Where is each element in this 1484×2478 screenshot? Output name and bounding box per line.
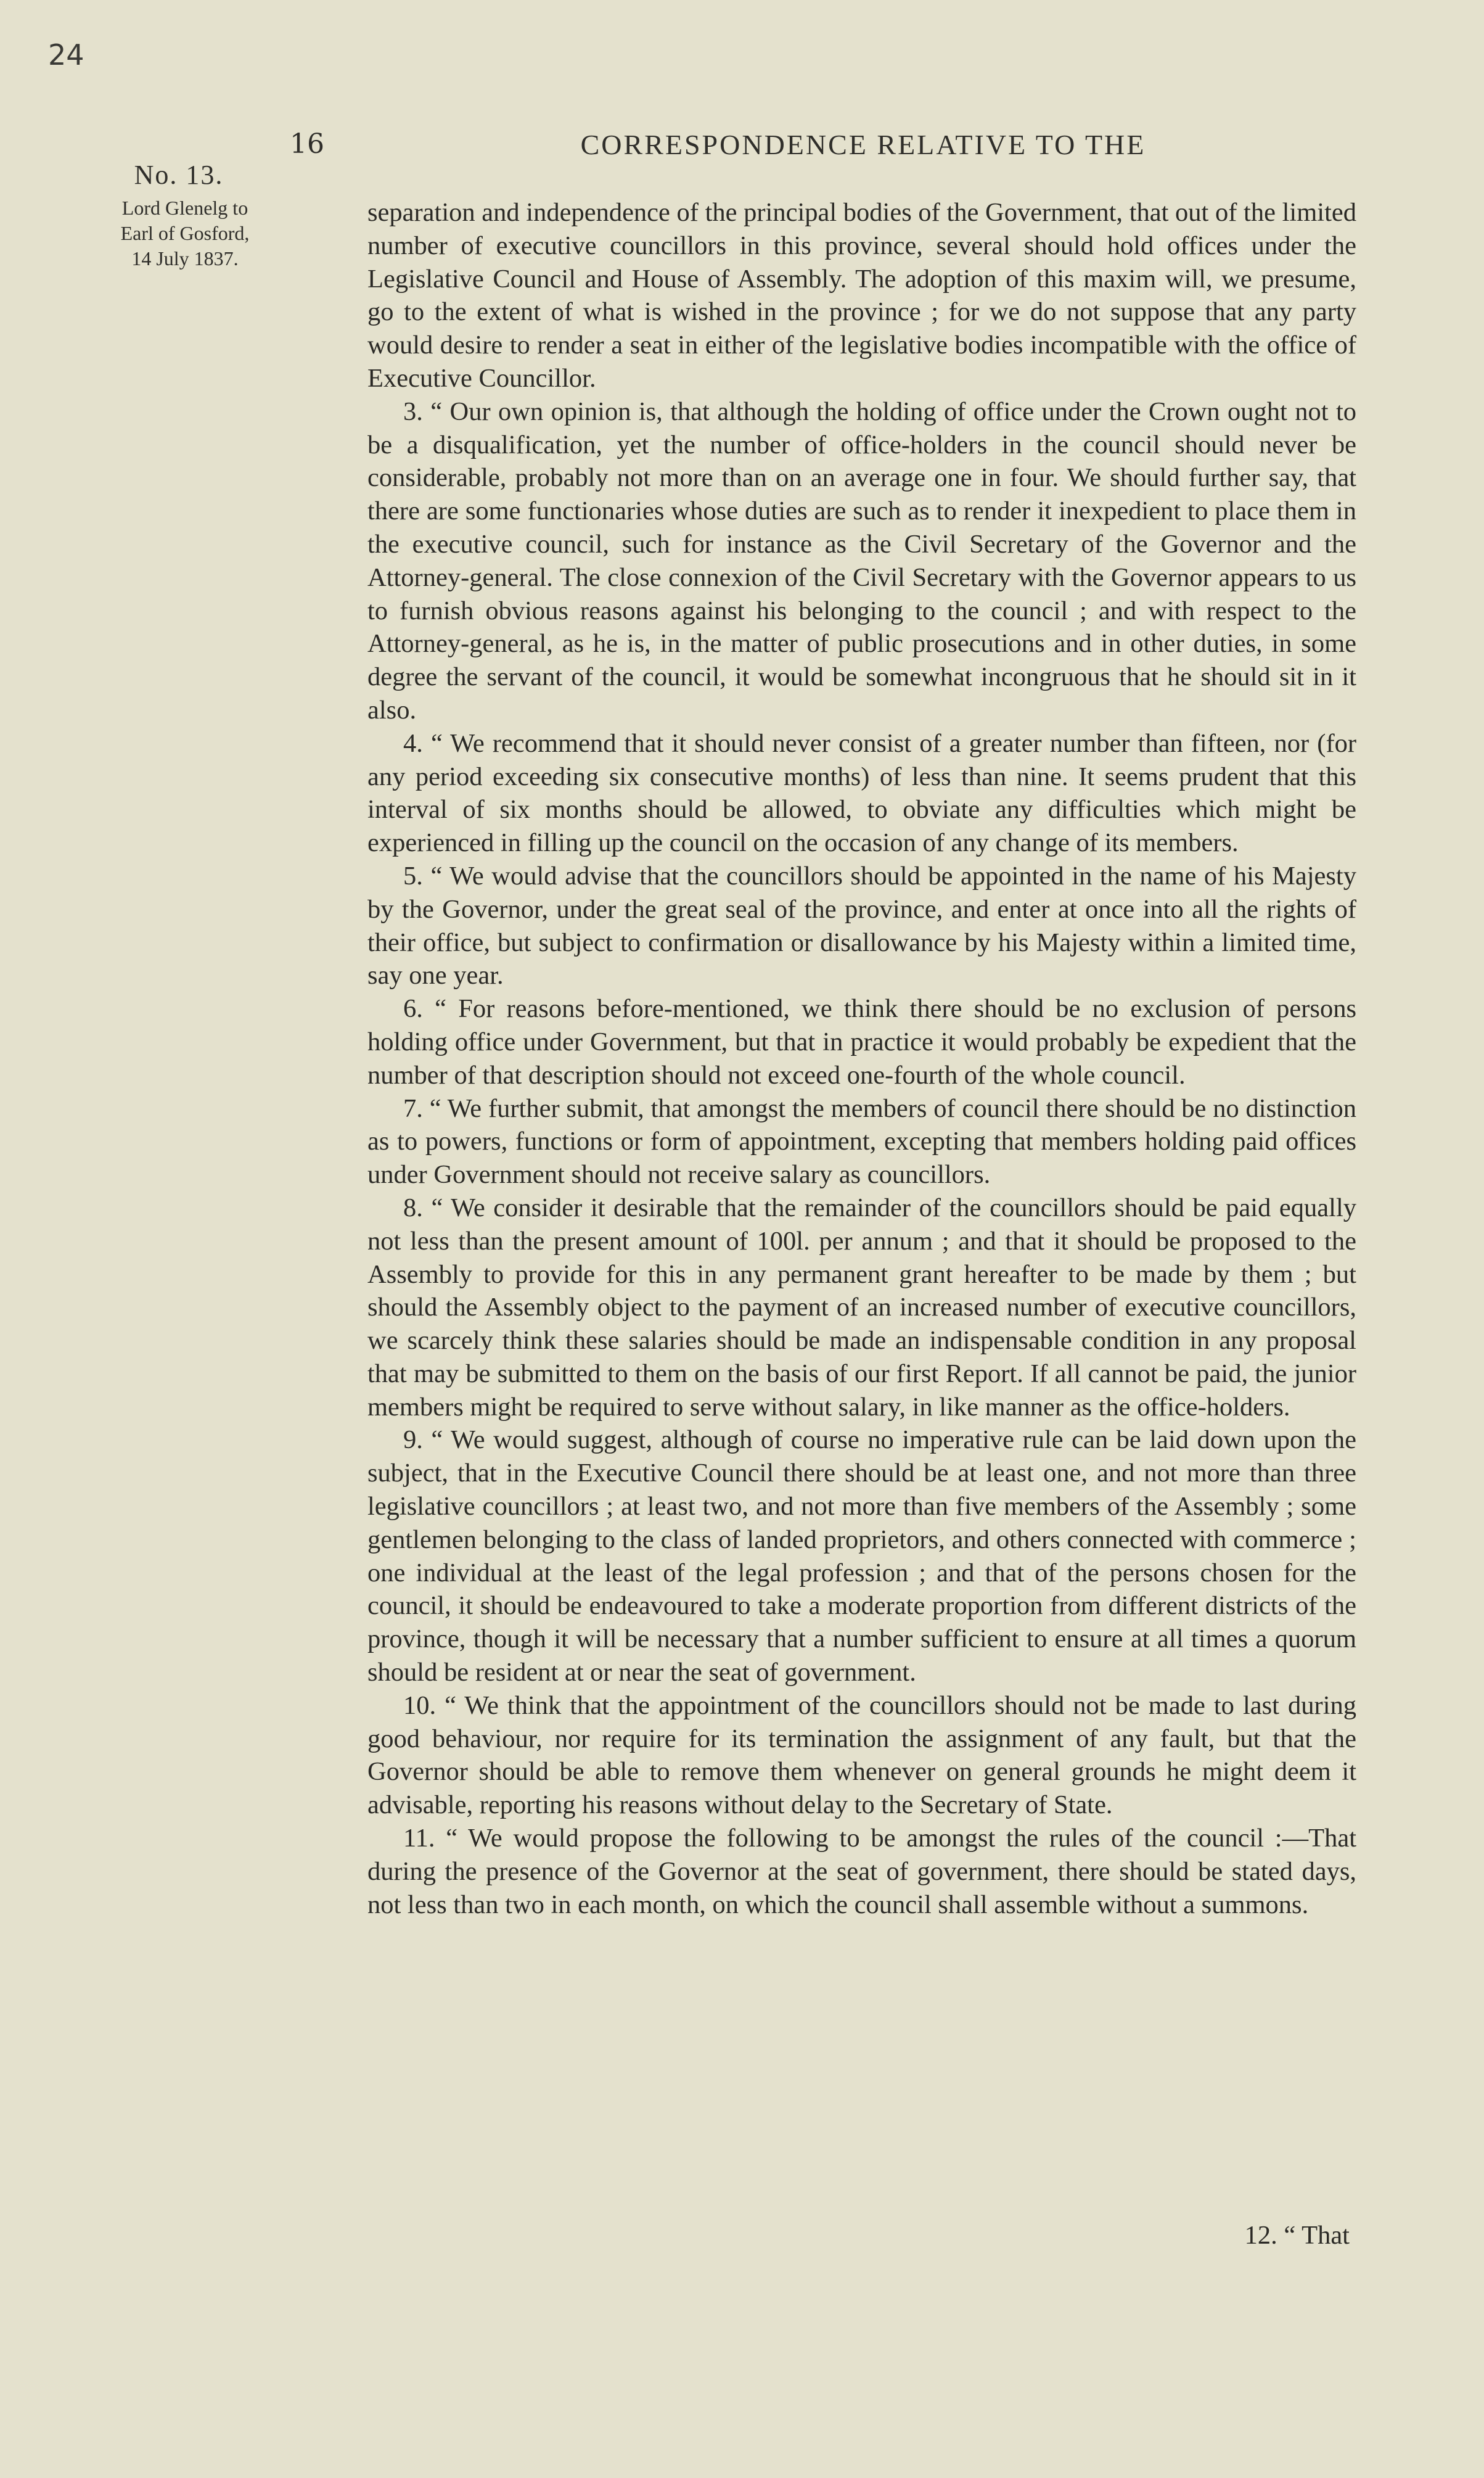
- marginal-note-line: 14 July 1837.: [131, 247, 239, 270]
- paragraph: 9. “ We would suggest, although of course no imperative rule can be laid down upon the subject, that in the Executive Council there should be at least one, and not more than three legislative councillors ; at least two, and not more than five members of the Assembly ; some gentlemen belonging to the class of landed proprietors, and others connected with commerce ; one individual at the least of the legal profession ; and that of the persons chosen for the council, it should be endeavoured to take a moderate proportion from different districts of the province, though it will be necessary that a number sufficient to ensure at all times a quorum should be resident at or near the seat of government.: [367, 1425, 1356, 1687]
- body-text: [367, 196, 1356, 1921]
- paragraph: 4. “ We recommend that it should never consist of a greater number than fifteen, nor (for any period exceeding six consecutive months) of less than nine. It seems prudent that this interval of six months should be allowed, to obviate any difficulties which might be experienced in filling up the council on the occasion of any change of its members.: [367, 728, 1356, 858]
- paragraph: 3. “ Our own opinion is, that although the holding of office under the Crown ought not to be a disqualification, yet the number of office-holders in the council should never be considerable, probably not more than on an average one in four. We should further say, that there are some functionaries whose duties are such as to render it inexpedient to place them in the executive council, such for instance as the Civil Secretary of the Governor and the Attorney-general. The close connexion of the Civil Secretary with the Governor appears to us to furnish obvious reasons against his belonging to the council ; and with respect to the Attorney-general, as he is, in the matter of public prosecutions and in other duties, in some degree the servant of the council, it would be somewhat incongruous that he should sit in it also.: [367, 397, 1356, 725]
- marginal-note-line: Lord Glenelg to: [121, 197, 248, 219]
- catchword: 12. “ That: [1244, 2221, 1350, 2250]
- paragraph: 10. “ We think that the appointment of the councillors should not be made to last during good behaviour, nor require for its termination the assignment of any fault, but that the Governor should be able to remove them whenever on general grounds he might deem it advisable, reporting his reasons without delay to the Secretary of State.: [367, 1690, 1356, 1820]
- scan-page-number: 24: [48, 38, 84, 72]
- printed-page-number: 16: [290, 128, 324, 160]
- paragraph: 11. “ We would propose the following to be amongst the rules of the council :—That during the presence of the Governor at the seat of government, there should be stated days, not less than two in each month, on which the council shall assemble without a summons.: [367, 1824, 1356, 1919]
- paragraph: 7. “ We further submit, that amongst the members of council there should be no distinction as to powers, functions or form of appointment, excepting that members holding paid offices under Government should not receive salary as councillors.: [367, 1093, 1356, 1190]
- paragraph: 8. “ We consider it desirable that the remainder of the councillors should be paid equally not less than the present amount of 100l. per annum ; and that it should be proposed to the Assembly to provide for this in any permanent grant hereafter to be made by them ; but should the Assembly object to the payment of an increased number of executive councillors, we scarcely think these salaries should be made an indispensable condition in any proposal that may be submitted to them on the basis of our first Report. If all cannot be paid, the junior members might be required to serve without salary, in like manner as the office-holders.: [367, 1193, 1356, 1422]
- paragraph: 6. “ For reasons before-mentioned, we think there should be no exclusion of persons holding office under Government, but that in practice it would probably be expedient that the number of that description should not exceed one-fourth of the whole council.: [367, 994, 1356, 1090]
- document-number: No. 13.: [134, 160, 224, 190]
- paragraph: 5. “ We would advise that the councillors should be appointed in the name of his Majesty by the Governor, under the great seal of the province, and enter at once into all the rights of their office, but subject to confirmation or disallowance by his Majesty within a limited time, say one year.: [367, 861, 1356, 990]
- marginal-note: [92, 159, 277, 271]
- running-head: CORRESPONDENCE RELATIVE TO THE: [580, 129, 1146, 160]
- marginal-note-line: Earl of Gosford,: [120, 222, 250, 244]
- paragraph-continuation: separation and independence of the principal bodies of the Government, that out of the limited number of executive councillors in this province, several should hold offices under the Legislative Council and House of Assembly. The adoption of this maxim will, we presume, go to the extent of what is wished in the province ; for we do not suppose that any party would desire to render a seat in either of the legislative bodies incompatible with the office of Executive Councillor.: [367, 198, 1356, 393]
